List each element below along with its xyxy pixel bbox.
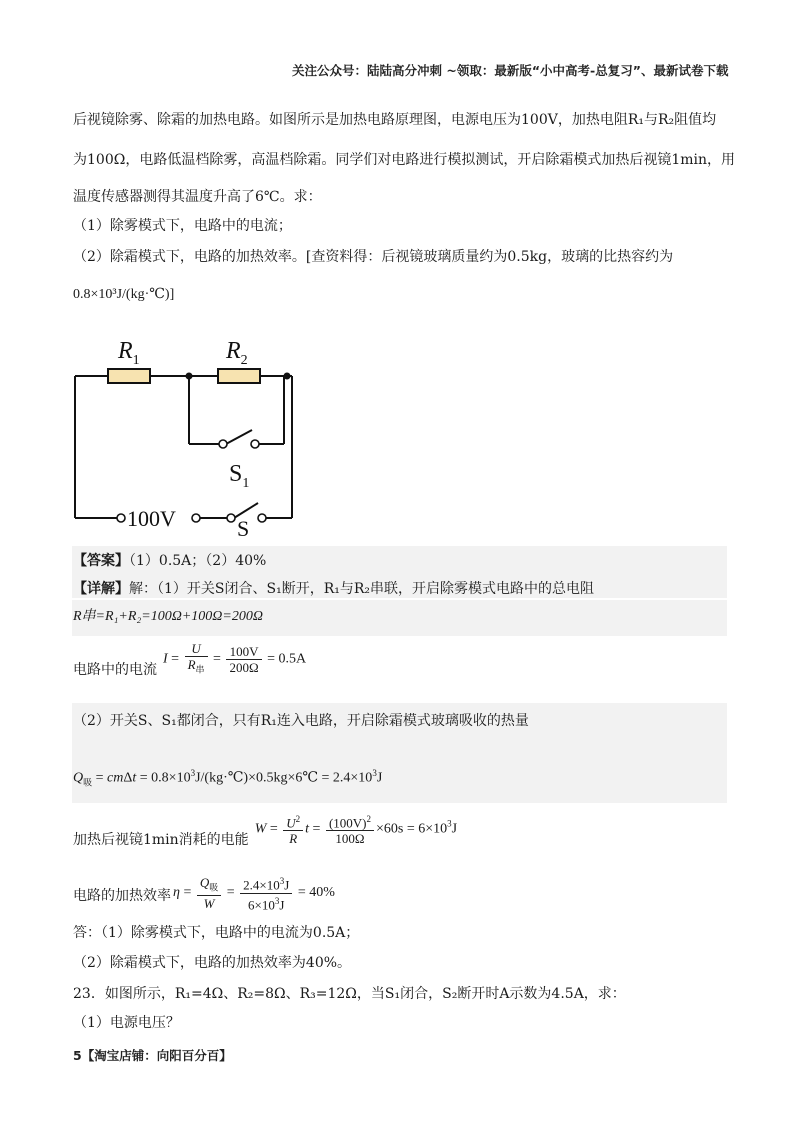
conclusion-2: （2）除霜模式下，电路的加热效率为40%。 (73, 955, 352, 971)
next-question-sub-1: （1）电源电压？ (73, 1015, 180, 1031)
question-line-3: 温度传感器测得其温度升高了6℃。求： (73, 189, 322, 205)
answer-label: 【答案】 (73, 553, 129, 569)
question-sub-2-unit: 0.8×10³J/(kg·℃)] (73, 287, 175, 302)
label-source: 100V (127, 506, 176, 531)
current-row (73, 637, 306, 681)
work-prefix: 加热后视镜1min消耗的电能 (73, 832, 249, 848)
detail-line-2: R串=R₁+R₂=100Ω+100Ω=200Ω (73, 609, 263, 624)
part2-intro: （2）开关S、S₁都闭合，只有R₁连入电路，开启除霜模式玻璃吸收的热量 (73, 713, 529, 729)
page-footer: 5【淘宝店铺：向阳百分百】 (73, 1048, 232, 1063)
efficiency-prefix: 电路的加热效率 (73, 888, 171, 904)
current-prefix: 电路中的电流 (73, 662, 157, 678)
resistor-r1 (108, 369, 150, 383)
detail-line-1 (73, 579, 594, 599)
conclusion-1: 答：（1）除雾模式下，电路中的电流为0.5A； (73, 925, 360, 941)
label-r2: $R_2$ (226, 338, 248, 368)
label-s: S (237, 516, 250, 540)
heat-equation: $Q_吸 = cm\Delta t$ = $0.8\times 10^3J/(kg\cdot℃)\times 0.5kg\times 6℃ = 2.4\times 10^3J$ (73, 768, 383, 788)
question-sub-1: （1）除雾模式下，电路中的电流； (73, 218, 292, 234)
question-line-2: 为100Ω，电路低温档除雾，高温档除霜。同学们对电路进行模拟测试，开启除霜模式加热后视镜1min，用 (73, 152, 736, 168)
question-sub-2: （2）除霜模式下，电路的加热效率。[查资料得：后视镜玻璃质量约为0.5kg，玻璃的比热容约为 (73, 249, 674, 265)
efficiency-equation: η = $\frac{Q_吸}{W}$ = $\frac{2.4\times 10^3J}{6\times 10^3J}$ = 40% (173, 874, 335, 912)
work-equation: W = $\frac{U^2}{R}$ t = $\frac{(100V)^2}{100\Omega}$ $\times 60s = 6\times 10^3J$ (254, 813, 458, 847)
resistor-r2 (218, 369, 260, 383)
answer-line (73, 551, 266, 571)
next-question-line: 23．如图所示，R₁=4Ω、R₂=8Ω、R₃=12Ω，当S₁闭合，S₂断开时A示数为4.5A，求： (73, 986, 626, 1002)
work-row (73, 805, 457, 853)
current-equation: I = $\frac{U}{R_串}$ = $\frac{100V}{200\Omega}$ = 0.5A (163, 640, 307, 675)
circuit-diagram (60, 325, 320, 540)
efficiency-row (73, 870, 335, 916)
detail-label: 【详解】 (73, 581, 129, 597)
answer-text: （1）0.5A；（2）40% (129, 553, 267, 569)
label-r1: $R_1$ (118, 338, 140, 368)
label-s1: $S_1$ (229, 461, 250, 491)
question-line-1: 后视镜除雾、除霜的加热电路。如图所示是加热电路原理图，电源电压为100V，加热电阻R₁与R₂阻值均 (73, 112, 717, 128)
page-header: 关注公众号：陆陆高分冲刺 ~领取：最新版“小中高考-总复习”、最新试卷下载 (292, 63, 729, 78)
detail-text-1: 解：（1）开关S闭合、S₁断开，R₁与R₂串联，开启除雾模式电路中的总电阻 (129, 581, 595, 597)
